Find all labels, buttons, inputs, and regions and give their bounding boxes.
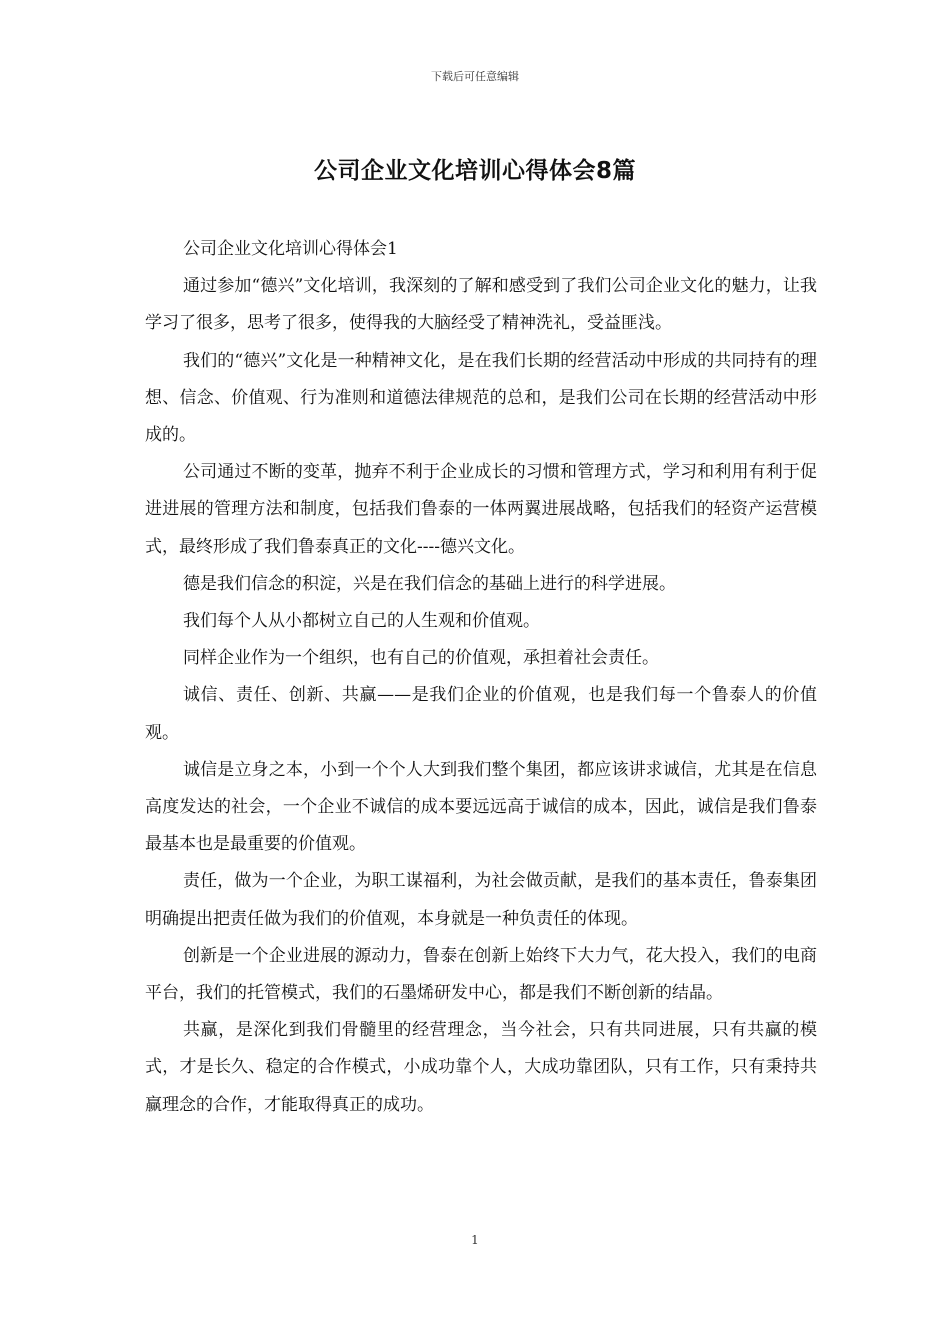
document-title: 公司企业文化培训心得体会8篇 [313,158,636,184]
paragraph: 我们每个人从小都树立自己的人生观和价值观。 [183,611,540,632]
paragraph: 诚信是立身之本，小到一个个人大到我们整个集团，都应该讲求诚信，尤其是在信息高度发达的社会，一个企业不诚信的成本要远远高于诚信的成本，因此，诚信是我们鲁泰最基本也是最重要的价值观。 [145,759,817,855]
paragraph: 通过参加“德兴”文化培训，我深刻的了解和感受到了我们公司企业文化的魅力，让我学习了很多，思考了很多，使得我的大脑经受了精神洗礼，受益匪浅。 [145,276,817,334]
document-body [145,231,817,1124]
paragraph: 同样企业作为一个组织，也有自己的价值观，承担着社会责任。 [183,648,659,669]
paragraph: 责任，做为一个企业，为职工谋福利，为社会做贡献，是我们的基本责任，鲁泰集团明确提出把责任做为我们的价值观，本身就是一种负责任的体现。 [145,871,817,929]
paragraph: 公司通过不断的变革，抛弃不利于企业成长的习惯和管理方式，学习和利用有利于促进进展的管理方法和制度，包括我们鲁泰的一体两翼进展战略，包括我们的轻资产运营模式，最终形成了我们鲁泰真正的文化----德兴文化。 [145,462,817,557]
paragraph: 诚信、责任、创新、共赢——是我们企业的价值观，也是我们每一个鲁泰人的价值观。 [145,685,817,743]
paragraph: 创新是一个企业进展的源动力，鲁泰在创新上始终下大力气，花大投入，我们的电商平台，我们的托管模式，我们的石墨烯研发中心，都是我们不断创新的结晶。 [145,945,817,1004]
paragraph: 共赢，是深化到我们骨髓里的经营理念，当今社会，只有共同进展，只有共赢的模式，才是长久、稳定的合作模式，小成功靠个人，大成功靠团队，只有工作，只有秉持共赢理念的合作，才能取得真正的成功。 [145,1020,817,1115]
page-number: 1 [471,1233,479,1247]
paragraph: 德是我们信念的积淀，兴是在我们信念的基础上进行的科学进展。 [183,573,676,594]
paragraph: 我们的“德兴”文化是一种精神文化，是在我们长期的经营活动中形成的共同持有的理想、信念、价值观、行为准则和道德法律规范的总和，是我们公司在长期的经营活动中形成的。 [145,350,817,446]
page-header: 下载后可任意编辑 [431,70,519,83]
section-heading: 公司企业文化培训心得体会1 [183,239,398,259]
